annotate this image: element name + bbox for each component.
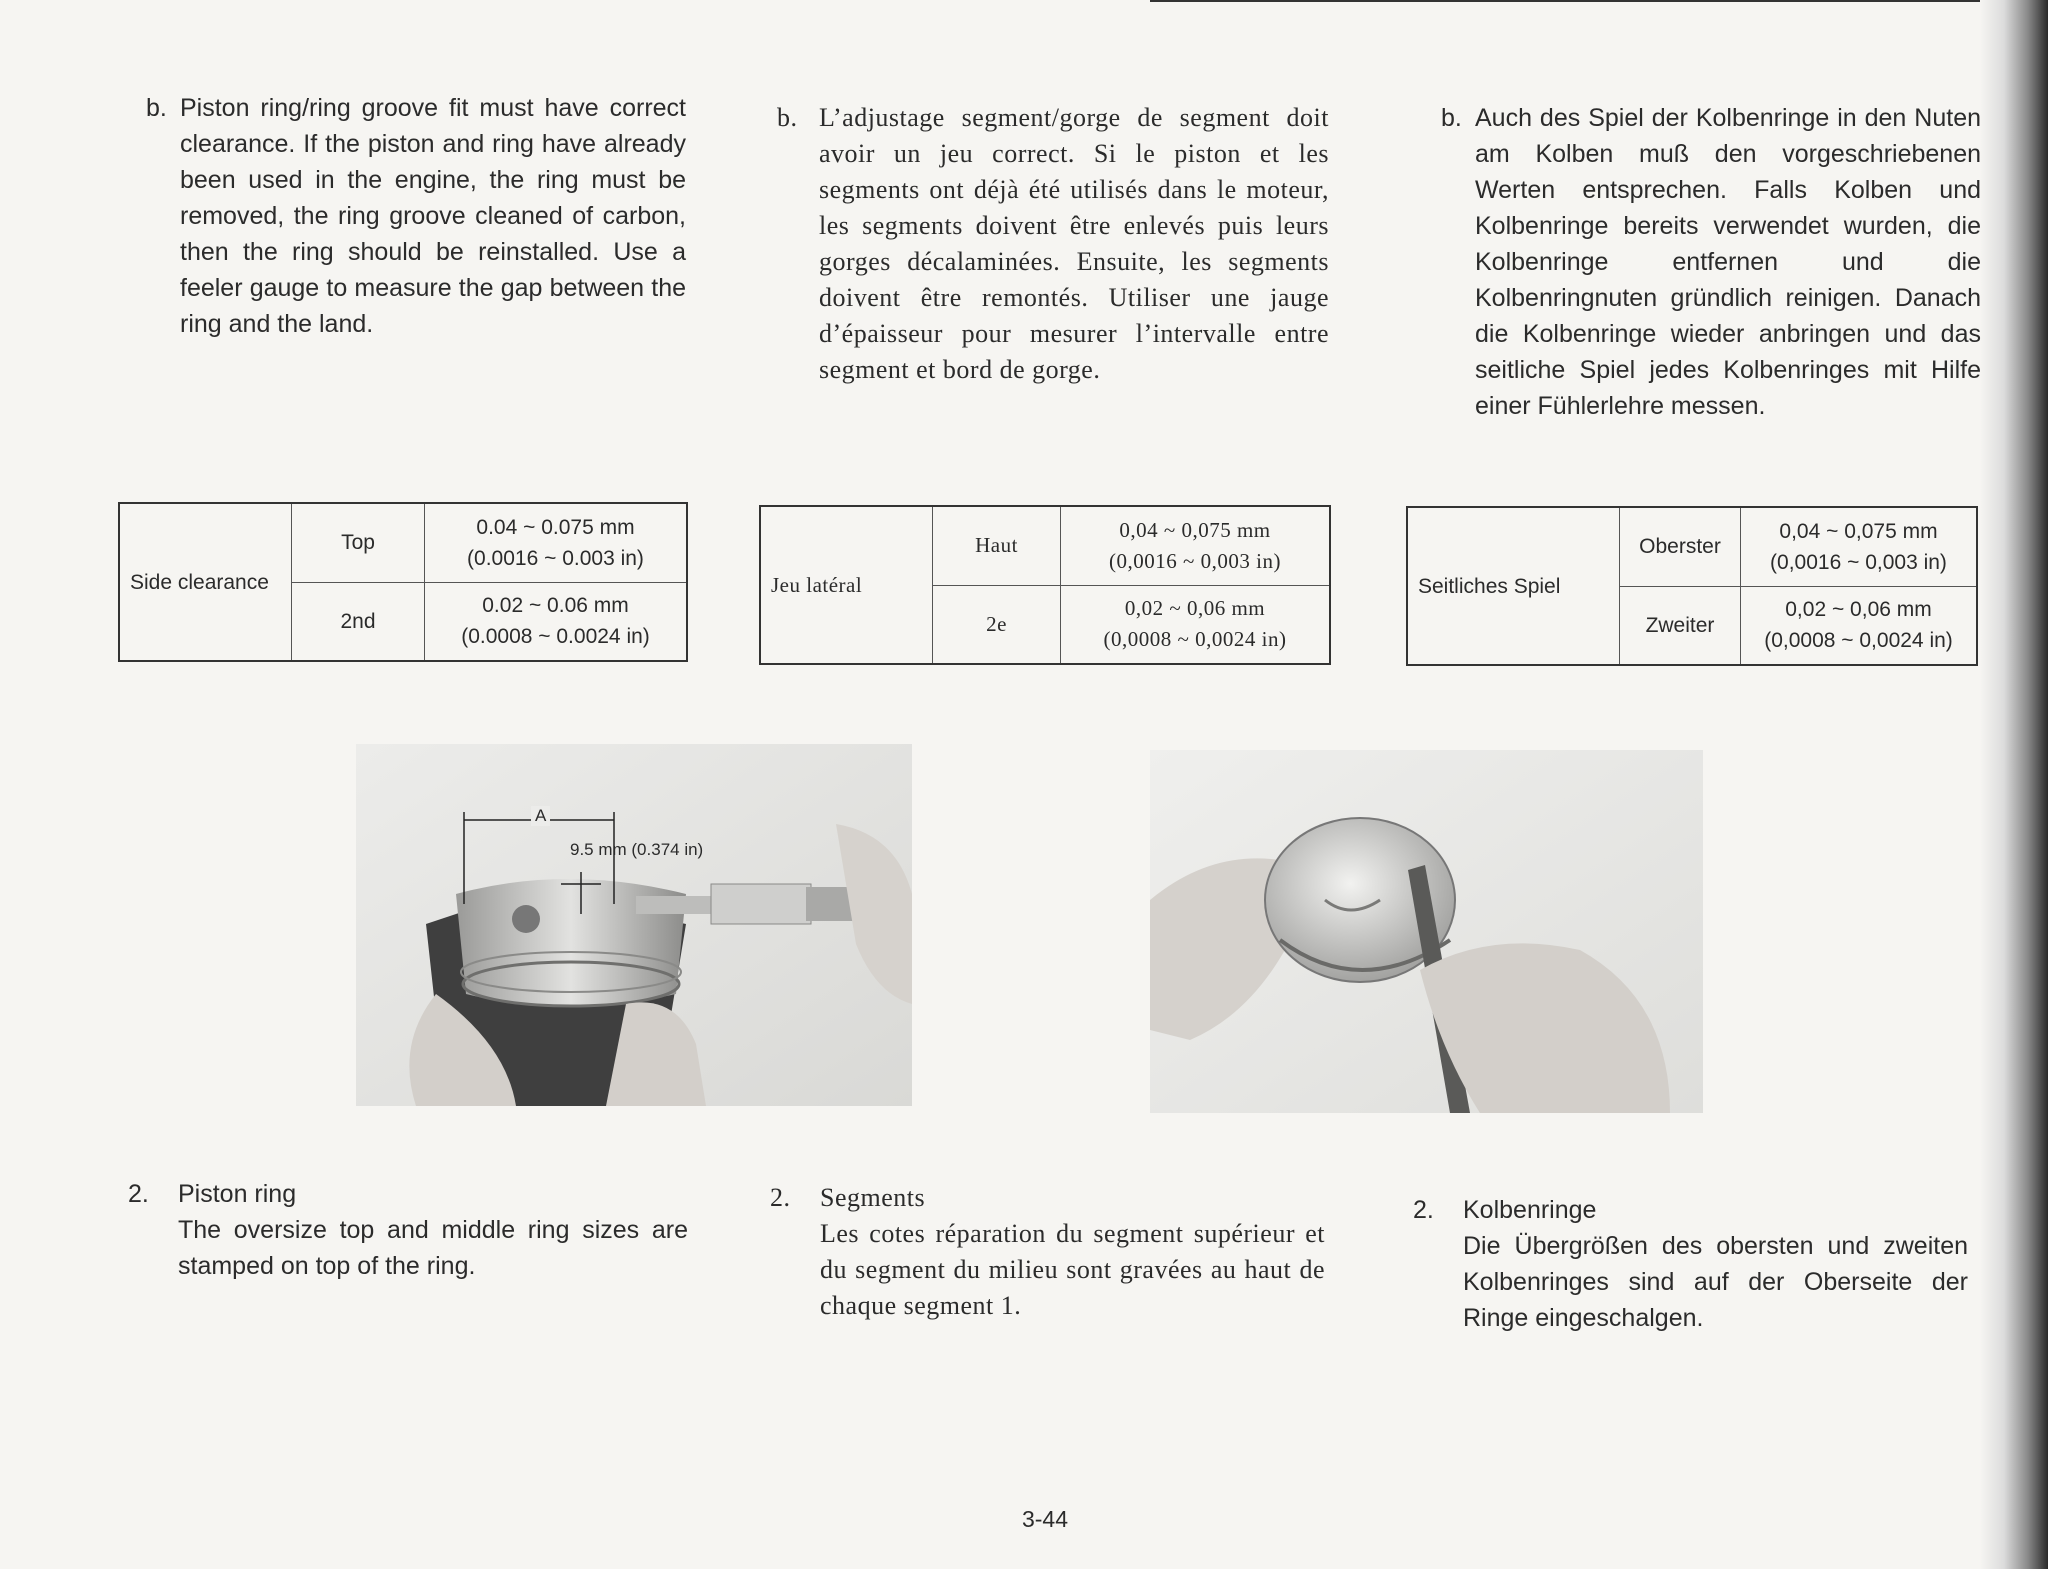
- photo-piston-micrometer: [356, 744, 912, 1106]
- english-step-2: [128, 1176, 688, 1284]
- english-side-clearance-table: [118, 502, 688, 662]
- table-label: Seitliches Spiel: [1407, 507, 1620, 665]
- piston-micrometer-illustration: [356, 744, 912, 1106]
- ring-name: 2nd: [292, 582, 425, 661]
- step-marker: b.: [1441, 104, 1462, 132]
- ring-name: 2e: [933, 585, 1061, 664]
- page-number: 3-44: [1021, 1506, 1069, 1532]
- ring-name: Zweiter: [1620, 586, 1741, 665]
- step-title: Segments: [820, 1183, 926, 1212]
- french-step-2: [770, 1180, 1325, 1324]
- measurement-label: 9.5 mm (0.374 in): [570, 840, 704, 859]
- clearance-value: 0,02 ~ 0,06 mm (0,0008 ~ 0,0024 in): [1061, 585, 1331, 664]
- step-marker: 2.: [770, 1183, 791, 1212]
- step-marker: 2.: [128, 1180, 149, 1208]
- step-text: Die Übergrößen des obersten und zweiten Kolbenringes sind auf der Oberseite der Ringe eingeschalgen.: [1463, 1232, 1968, 1332]
- table-label: Jeu latéral: [760, 506, 933, 664]
- book-spine-shadow: [1980, 0, 2048, 1569]
- german-side-clearance-table: [1406, 506, 1978, 666]
- clearance-value: 0,04 ~ 0,075 mm (0,0016 ~ 0,003 in): [1741, 507, 1978, 586]
- german-step-2: [1413, 1192, 1968, 1336]
- top-rule: [1150, 0, 2000, 2]
- table-label: Side clearance: [119, 503, 292, 661]
- dimension-label-a: A: [531, 806, 550, 826]
- ring-name: Oberster: [1620, 507, 1741, 586]
- french-side-clearance-table: [759, 505, 1331, 665]
- step-text: Piston ring/ring groove fit must have correct clearance. If the piston and ring have already been used in the engine, the ring must be removed, the ring groove cleaned of carbon, then the ring should be reinstalled. Use a feeler gauge to measure the gap between the ring and the land.: [180, 94, 686, 338]
- step-text: Auch des Spiel der Kolbenringe in den Nuten am Kolben muß den vorgeschriebenen Werten entsprechen. Falls Kolben und Kolbenringe bereits verwendet wurden, die Kolbenringe entfernen und die Kolbenringnuten gründlich reinigen. Danach die Kolbenringe wieder anbringen und das seitliche Spiel jedes Kolbenringes mit Hilfe einer Fühlerlehre messen.: [1475, 104, 1981, 420]
- clearance-value: 0.04 ~ 0.075 mm (0.0016 ~ 0.003 in): [425, 503, 688, 582]
- french-step-b: [777, 100, 1329, 388]
- photo-feeler-gauge-ring: [1150, 750, 1703, 1113]
- ring-name: Top: [292, 503, 425, 582]
- clearance-value: 0.02 ~ 0.06 mm (0.0008 ~ 0.0024 in): [425, 582, 688, 661]
- german-step-b: [1441, 100, 1981, 424]
- step-text: L’adjustage segment/gorge de segment doit avoir un jeu correct. Si le piston et les segments ont déjà été utilisés dans le moteur, les segments doivent être enlevés puis leurs gorges décalaminées. Ensuite, les segments doivent être remontés. Utiliser une jauge d’épaisseur pour mesurer l’intervalle entre segment et bord de gorge.: [819, 103, 1329, 384]
- step-text: The oversize top and middle ring sizes are stamped on top of the ring.: [178, 1216, 688, 1280]
- clearance-value: 0,02 ~ 0,06 mm (0,0008 ~ 0,0024 in): [1741, 586, 1978, 665]
- step-text: Les cotes réparation du segment supérieur et du segment du milieu sont gravées au haut de chaque segment 1.: [820, 1219, 1325, 1320]
- ring-name: Haut: [933, 506, 1061, 585]
- step-marker: b.: [777, 103, 798, 132]
- step-marker: 2.: [1413, 1196, 1434, 1224]
- step-marker: b.: [146, 94, 167, 122]
- step-title: Piston ring: [178, 1180, 297, 1208]
- step-title: Kolbenringe: [1463, 1196, 1597, 1224]
- feeler-gauge-illustration: [1150, 750, 1703, 1113]
- clearance-value: 0,04 ~ 0,075 mm (0,0016 ~ 0,003 in): [1061, 506, 1331, 585]
- english-step-b: [146, 90, 686, 342]
